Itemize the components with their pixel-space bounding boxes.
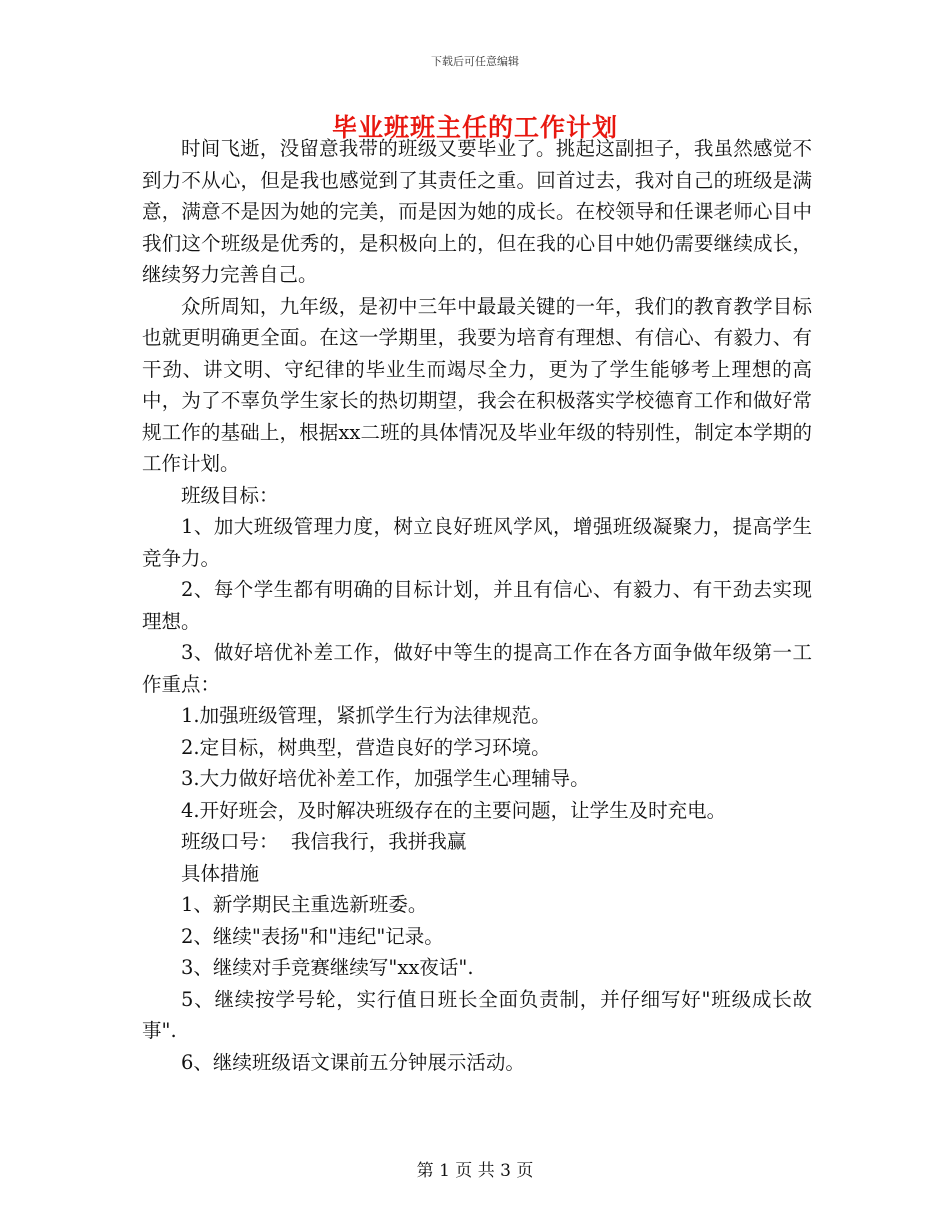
- class-slogan: 班级口号： 我信我行，我拼我赢: [181, 830, 467, 853]
- background-paragraph: 众所周知，九年级，是初中三年中最最关键的一年，我们的教育教学目标也就更明确更全面。在这一学期里，我要为培育有理想、有信心、有毅力、有干劲、讲文明、守纪律的毕业生而竭尽全力，更为了学生能够考上理想的高中，为了不辜负学生家长的热切期望，我会在积极落实学校德育工作和做好常规工作的基础上，根据xx二班的具体情况及毕业年级的特别性，制定本学期的工作计划。: [142, 294, 812, 475]
- document-body: [142, 133, 812, 1078]
- measure-item: 1、新学期民主重选新班委。: [181, 893, 428, 916]
- page-header-note: 下载后可任意编辑: [431, 55, 519, 68]
- section-heading-measures: 具体措施: [181, 861, 260, 885]
- focus-item: 3.大力做好培优补差工作，加强学生心理辅导。: [181, 767, 590, 790]
- measure-item: 6、继续班级语文课前五分钟展示活动。: [181, 1050, 525, 1074]
- goal-item: 1、加大班级管理力度，树立良好班风学风，增强班级凝聚力，提高学生竞争力。: [142, 515, 812, 570]
- focus-item: 4.开好班会，及时解决班级存在的主要问题，让学生及时充电。: [181, 798, 727, 822]
- measure-item: 5、继续按学号轮，实行值日班长全面负责制，并仔细写好"班级成长故事".: [142, 987, 812, 1042]
- goal-item: 3、做好培优补差工作，做好中等生的提高工作在各方面争做年级第一工作重点：: [142, 641, 812, 696]
- document-title: 毕业班班主任的工作计划: [331, 113, 618, 142]
- goal-item: 2、每个学生都有明确的目标计划，并且有信心、有毅力、有干劲去实现理想。: [142, 578, 812, 633]
- section-heading-goals: 班级目标：: [181, 483, 279, 507]
- focus-item: 2.定目标，树典型，营造良好的学习环境。: [181, 735, 551, 759]
- measure-item: 3、继续对手竞赛继续写"xx夜话".: [181, 956, 474, 979]
- page-number: 第 1 页 共 3 页: [416, 1161, 534, 1181]
- measure-item: 2、继续"表扬"和"违纪"记录。: [181, 924, 444, 948]
- focus-item: 1.加强班级管理，紧抓学生行为法律规范。: [181, 704, 551, 727]
- intro-paragraph: 时间飞逝，没留意我带的班级又要毕业了。挑起这副担子，我虽然感觉不到力不从心，但是我也感觉到了其责任之重。回首过去，我对自己的班级是满意，满意不是因为她的完美，而是因为她的成长。在校领导和任课老师心目中我们这个班级是优秀的，是积极向上的，但在我的心目中她仍需要继续成长，继续努力完善自己。: [142, 137, 812, 286]
